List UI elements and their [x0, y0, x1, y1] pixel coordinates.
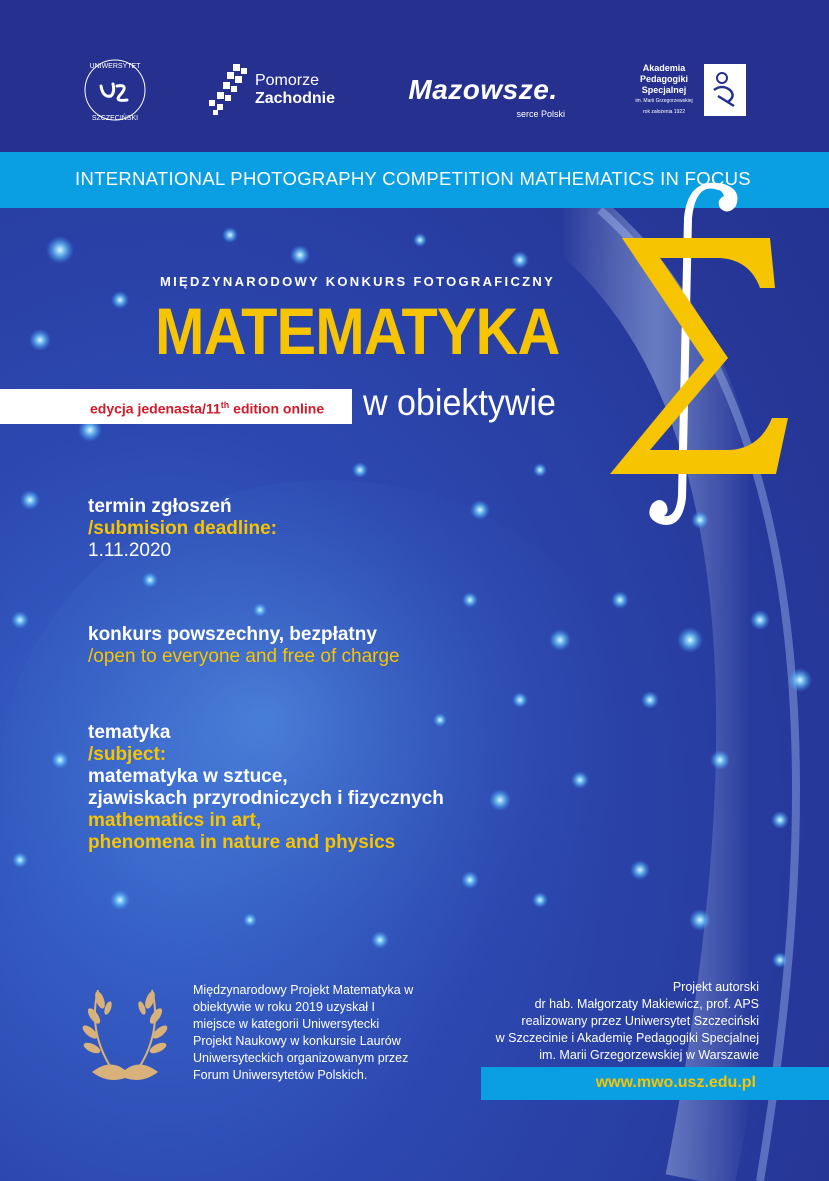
svg-text:UNIWERSYTET: UNIWERSYTET [89, 63, 141, 70]
subject-block [88, 722, 444, 854]
open-en: /open to everyone and free of charge [88, 646, 400, 667]
banner-text: INTERNATIONAL PHOTOGRAPHY COMPETITION MATHEMATICS IN FOCUS [75, 168, 751, 189]
author-line: Projekt autorski [672, 980, 759, 994]
aps-line4: im. Marii Grzegorzewskiej [635, 97, 693, 104]
mazowsze-logo [383, 55, 583, 125]
author-line: dr hab. Małgorzaty Makiewicz, prof. APS [534, 997, 759, 1011]
award-line: Międzynarodowy Projekt Matematyka w [193, 983, 414, 997]
deadline-label-en: /submision deadline: [88, 518, 277, 539]
award-text [193, 982, 413, 1084]
author-line: realizowany przez Uniwersytet Szczeciński [521, 1014, 759, 1028]
aps-line2: Pedagogiki [639, 73, 688, 84]
aps-line5: rok założenia 1922 [643, 108, 685, 115]
award-line: Uniwersyteckich organizowanym przez [193, 1051, 409, 1065]
aps-logo [612, 55, 762, 125]
aps-line3: Specjalnej [641, 84, 687, 95]
pixel-shape-icon [205, 62, 249, 118]
deadline-date: 1.11.2020 [88, 540, 172, 561]
mazowsze-name: Mazowsze. [408, 74, 558, 105]
aps-text [628, 63, 700, 118]
university-seal-icon [77, 52, 153, 128]
aps-emblem-icon [704, 64, 746, 116]
kicker: MIĘDZYNARODOWY KONKURS FOTOGRAFICZNY [160, 274, 556, 289]
edition-label [90, 400, 324, 417]
author-text [496, 979, 759, 1064]
award-line: obiektywie w roku 2019 uzyskał I [193, 1000, 376, 1014]
pomorze-zachodnie-logo [195, 55, 345, 125]
subject-pl-line2: zjawiskach przyrodniczych i fizycznych [88, 788, 444, 809]
university-logo [75, 55, 155, 125]
subject-en-line2: phenomena in nature and physics [88, 832, 396, 853]
website-link[interactable]: www.mwo.usz.edu.pl [595, 1074, 756, 1091]
author-line: w Szczecinie i Akademię Pedagogiki Specjalnej [495, 1031, 759, 1045]
deadline-block [88, 496, 277, 562]
pomorze-line2: Zachodnie [254, 90, 335, 107]
subtitle: w obiektywie [363, 382, 556, 423]
award-line: miejsce w kategorii Uniwersytecki [193, 1017, 380, 1031]
laurel-wreath-icon [80, 980, 170, 1092]
edition-prefix: edycja jedenasta/11 [90, 400, 221, 417]
award-line: Projekt Naukowy w konkursie Laurów [193, 1034, 401, 1048]
main-title: MATEMATYKA [155, 294, 560, 368]
award-line: Forum Uniwersytetów Polskich. [193, 1068, 368, 1082]
edition-suffix: edition online [229, 400, 325, 417]
subject-en-line1: mathematics in art, [88, 810, 262, 831]
aps-line1: Akademia [642, 62, 686, 73]
pomorze-line1: Pomorze [254, 72, 320, 89]
subject-pl-line1: matematyka w sztuce, [88, 766, 288, 787]
edition-sup: th [220, 400, 230, 410]
author-line: im. Marii Grzegorzewskiej w Warszawie [539, 1048, 759, 1062]
subject-label-en: /subject: [88, 744, 167, 765]
svg-text:SZCZECIŃSKI: SZCZECIŃSKI [91, 115, 139, 122]
sigma-integral-icon [600, 178, 800, 538]
subject-label-pl: tematyka [88, 722, 171, 743]
mazowsze-sub: serce Polski [516, 109, 565, 119]
open-block [88, 624, 400, 668]
deadline-label-pl: termin zgłoszeń [88, 496, 232, 517]
open-pl: konkurs powszechny, bezpłatny [88, 624, 377, 645]
